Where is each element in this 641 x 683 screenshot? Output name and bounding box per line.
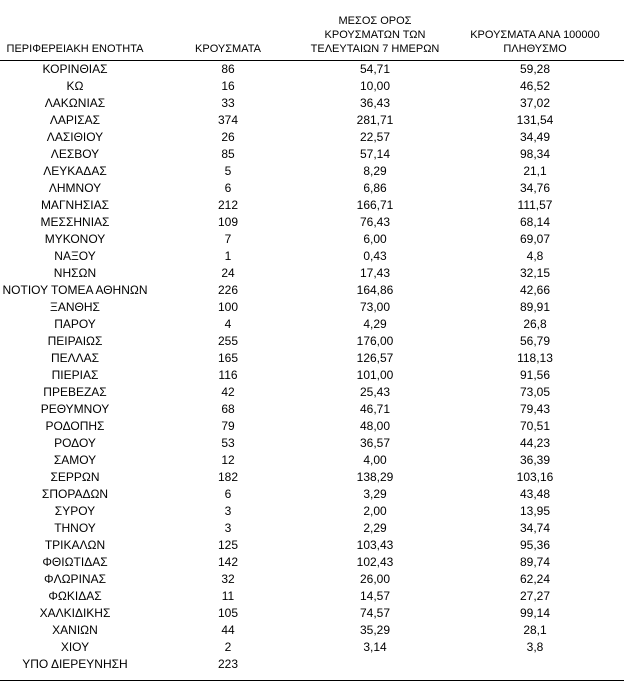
cell-region: ΛΑΚΩΝΙΑΣ (44, 96, 106, 110)
table-row (0, 299, 624, 316)
cell-region: ΦΩΚΙΔΑΣ (48, 589, 102, 603)
cell-cases: 42 (221, 385, 235, 399)
table-row (0, 469, 624, 486)
cell-avg-7-days: 4,29 (363, 317, 387, 331)
cell-cases: 53 (221, 436, 235, 450)
cell-per-100k: 21,1 (523, 164, 547, 178)
cell-per-100k: 111,57 (517, 198, 553, 212)
cell-region: ΣΑΜΟΥ (53, 453, 97, 467)
cell-avg-7-days: 6,86 (363, 181, 387, 195)
cell-per-100k: 59,28 (519, 62, 551, 76)
cell-avg-7-days: 103,43 (356, 538, 394, 552)
cell-avg-7-days: 101,00 (356, 368, 394, 382)
cell-avg-7-days: 74,57 (359, 606, 391, 620)
cell-region: ΦΘΙΩΤΙΔΑΣ (42, 555, 108, 569)
cell-avg-7-days: 176,00 (356, 334, 394, 348)
cell-per-100k: 69,07 (519, 232, 551, 246)
cell-cases: 4 (224, 317, 232, 331)
cell-avg-7-days: 26,00 (359, 572, 391, 586)
cell-cases: 3 (224, 504, 232, 518)
table-row (0, 180, 624, 197)
table-row (0, 146, 624, 163)
cell-avg-7-days: 281,71 (356, 113, 394, 127)
cell-avg-7-days: 36,43 (359, 96, 391, 110)
cell-avg-7-days: 2,29 (363, 521, 387, 535)
cell-cases: 6 (224, 181, 232, 195)
cell-avg-7-days: 138,29 (356, 470, 394, 484)
cell-cases: 6 (224, 487, 232, 501)
table-row (0, 486, 624, 503)
cell-cases: 16 (221, 79, 235, 93)
cell-cases: 32 (221, 572, 235, 586)
cell-region: ΜΑΓΝΗΣΙΑΣ (40, 198, 110, 212)
cell-per-100k: 27,27 (519, 589, 551, 603)
cell-region: ΛΕΥΚΑΔΑΣ (43, 164, 107, 178)
cell-cases: 3 (224, 521, 232, 535)
cell-avg-7-days: 10,00 (359, 79, 391, 93)
table-row (0, 248, 624, 265)
cell-avg-7-days: 73,00 (359, 300, 391, 314)
cell-avg-7-days: 57,14 (359, 147, 391, 161)
cell-cases: 85 (221, 147, 235, 161)
cell-cases: 105 (217, 606, 239, 620)
table-row (0, 571, 624, 588)
table-row (0, 163, 624, 180)
cell-avg-7-days: 46,71 (359, 402, 391, 416)
cell-cases: 165 (217, 351, 239, 365)
cell-per-100k: 34,49 (519, 130, 551, 144)
cell-per-100k: 4,8 (526, 249, 544, 263)
table-row (0, 656, 624, 673)
table-row (0, 588, 624, 605)
cell-per-100k: 34,76 (519, 181, 551, 195)
cell-per-100k: 89,91 (519, 300, 551, 314)
cell-region: ΧΑΝΙΩΝ (52, 623, 98, 637)
cell-cases: 79 (221, 419, 235, 433)
header-avg-line: ΜΕΣΟΣ ΟΡΟΣ (338, 15, 412, 27)
table-row (0, 78, 624, 95)
cell-cases: 255 (217, 334, 239, 348)
cell-per-100k: 73,05 (519, 385, 551, 399)
cell-per-100k: 26,8 (523, 317, 547, 331)
cell-avg-7-days: 166,71 (356, 198, 394, 212)
cell-cases: 142 (217, 555, 239, 569)
cell-region: ΝΗΣΩΝ (53, 266, 97, 280)
cell-cases: 226 (217, 283, 239, 297)
table-row (0, 639, 624, 656)
cell-region: ΠΙΕΡΙΑΣ (51, 368, 99, 382)
cell-per-100k: 103,16 (516, 470, 554, 484)
cell-per-100k: 37,02 (519, 96, 551, 110)
cell-per-100k: 62,24 (519, 572, 551, 586)
cell-per-100k: 89,74 (519, 555, 551, 569)
cell-region: ΦΛΩΡΙΝΑΣ (44, 572, 106, 586)
cell-region: ΛΑΣΙΘΙΟΥ (46, 130, 104, 144)
cell-region: ΣΠΟΡΑΔΩΝ (41, 487, 109, 501)
cell-per-100k: 44,23 (519, 436, 551, 450)
table-row (0, 537, 624, 554)
cell-cases: 125 (217, 538, 239, 552)
cell-per-100k: 91,56 (519, 368, 551, 382)
header-per-line: ΠΛΗΘΥΣΜΟ (503, 43, 567, 55)
cell-per-100k: 118,13 (517, 351, 553, 365)
cell-avg-7-days: 4,00 (363, 453, 387, 467)
cell-cases: 68 (221, 402, 235, 416)
cell-cases: 2 (224, 640, 232, 654)
cell-region: ΣΕΡΡΩΝ (50, 470, 100, 484)
cell-avg-7-days: 0,43 (363, 249, 387, 263)
cell-per-100k: 43,48 (519, 487, 551, 501)
cell-region: ΚΩ (66, 79, 84, 93)
cell-per-100k: 28,1 (523, 623, 547, 637)
table-row (0, 265, 624, 282)
cell-cases: 116 (218, 368, 238, 382)
table-row (0, 231, 624, 248)
cell-per-100k: 68,14 (519, 215, 551, 229)
cell-region: ΠΑΡΟΥ (54, 317, 96, 331)
cell-avg-7-days: 22,57 (359, 130, 391, 144)
cell-per-100k: 13,95 (519, 504, 551, 518)
table-body (0, 61, 624, 673)
header-cases: ΚΡΟΥΣΜΑΤΑ (195, 43, 261, 55)
header-region: ΠΕΡΙΦΕΡΕΙΑΚΗ ΕΝΟΤΗΤΑ (6, 43, 144, 55)
header-per-line: ΚΡΟΥΣΜΑΤΑ ΑΝΑ 100000 (470, 29, 600, 41)
cell-cases: 24 (221, 266, 235, 280)
cell-avg-7-days: 17,43 (359, 266, 391, 280)
header-avg-line: ΚΡΟΥΣΜΑΤΩΝ ΤΩΝ (324, 29, 426, 41)
cell-region: ΤΡΙΚΑΛΩΝ (44, 538, 106, 552)
table-row (0, 282, 624, 299)
cell-avg-7-days: 25,43 (359, 385, 391, 399)
cell-cases: 33 (221, 96, 235, 110)
cell-region: ΝΑΞΟΥ (54, 249, 96, 263)
table-row (0, 333, 624, 350)
cell-region: ΞΑΝΘΗΣ (50, 300, 100, 314)
cell-cases: 86 (221, 62, 235, 76)
cell-region: ΜΕΣΣΗΝΙΑΣ (40, 215, 110, 229)
table-row (0, 452, 624, 469)
table-row (0, 367, 624, 384)
cell-cases: 212 (217, 198, 239, 212)
cell-cases: 223 (217, 657, 239, 671)
cell-per-100k: 3,8 (526, 640, 544, 654)
table-row (0, 214, 624, 231)
table-row (0, 503, 624, 520)
cell-avg-7-days: 48,00 (359, 419, 391, 433)
cell-per-100k: 79,43 (519, 402, 551, 416)
cell-avg-7-days: 102,43 (356, 555, 394, 569)
cell-per-100k: 98,34 (519, 147, 551, 161)
cell-cases: 44 (221, 623, 235, 637)
cell-region: ΧΑΛΚΙΔΙΚΗΣ (39, 606, 111, 620)
table-row (0, 622, 624, 639)
cell-avg-7-days: 8,29 (363, 164, 387, 178)
cell-region: ΝΟΤΙΟΥ ΤΟΜΕΑ ΑΘΗΝΩΝ (2, 283, 148, 297)
table-row (0, 384, 624, 401)
cell-per-100k: 32,15 (519, 266, 551, 280)
table-row (0, 520, 624, 537)
table-row (0, 401, 624, 418)
table-row (0, 95, 624, 112)
cell-avg-7-days: 35,29 (359, 623, 391, 637)
cell-cases: 26 (221, 130, 235, 144)
cell-per-100k: 95,36 (519, 538, 551, 552)
cell-region: ΡΟΔΟΠΗΣ (45, 419, 105, 433)
cell-avg-7-days: 3,14 (363, 640, 387, 654)
cell-cases: 12 (221, 453, 235, 467)
cell-cases: 109 (217, 215, 239, 229)
cell-region: ΚΟΡΙΝΘΙΑΣ (42, 62, 108, 76)
cell-cases: 11 (221, 589, 235, 603)
cell-cases: 5 (224, 164, 232, 178)
table-row (0, 197, 624, 214)
cell-per-100k: 46,52 (519, 79, 551, 93)
cell-per-100k: 56,79 (519, 334, 551, 348)
cell-avg-7-days: 36,57 (359, 436, 391, 450)
cell-region: ΥΠΟ ΔΙΕΡΕΥΝΗΣΗ (22, 657, 128, 671)
table-row (0, 554, 624, 571)
cell-avg-7-days: 126,57 (356, 351, 394, 365)
cell-region: ΛΑΡΙΣΑΣ (49, 113, 101, 127)
header-avg-line: ΤΕΛΕΥΤΑΙΩΝ 7 ΗΜΕΡΩΝ (310, 43, 440, 55)
cell-region: ΤΗΝΟΥ (54, 521, 96, 535)
cell-cases: 100 (217, 300, 239, 314)
cell-region: ΡΕΘΥΜΝΟΥ (40, 402, 110, 416)
table-row (0, 112, 624, 129)
cell-avg-7-days: 76,43 (359, 215, 391, 229)
cell-avg-7-days: 164,86 (356, 283, 394, 297)
cell-avg-7-days: 14,57 (359, 589, 391, 603)
cell-cases: 7 (224, 232, 232, 246)
cell-region: ΠΡΕΒΕΖΑΣ (43, 385, 107, 399)
table-row (0, 435, 624, 452)
cell-region: ΧΙΟΥ (60, 640, 90, 654)
table-row (0, 316, 624, 333)
header-per-100k (450, 28, 620, 56)
cell-per-100k: 70,51 (519, 419, 551, 433)
cell-per-100k: 34,74 (519, 521, 551, 535)
cell-region: ΣΥΡΟΥ (54, 504, 96, 518)
cell-region: ΜΥΚΟΝΟΥ (44, 232, 106, 246)
cell-per-100k: 99,14 (519, 606, 551, 620)
cell-avg-7-days: 6,00 (363, 232, 387, 246)
cell-avg-7-days: 54,71 (359, 62, 391, 76)
cell-per-100k: 36,39 (519, 453, 551, 467)
cell-per-100k: 42,66 (519, 283, 551, 297)
cell-per-100k: 131,54 (516, 113, 554, 127)
table-row (0, 605, 624, 622)
cell-avg-7-days: 2,00 (363, 504, 387, 518)
cell-cases: 374 (217, 113, 239, 127)
table-row (0, 61, 624, 78)
header-avg-7-days (300, 14, 450, 56)
cell-region: ΠΕΛΛΑΣ (50, 351, 100, 365)
table-bottom-divider (0, 680, 624, 681)
cell-region: ΛΕΣΒΟΥ (50, 147, 100, 161)
table-row (0, 418, 624, 435)
table-row (0, 129, 624, 146)
table-row (0, 350, 624, 367)
cell-region: ΛΗΜΝΟΥ (48, 181, 102, 195)
cell-cases: 182 (217, 470, 239, 484)
cell-region: ΡΟΔΟΥ (54, 436, 96, 450)
cell-cases: 1 (224, 249, 232, 263)
cell-region: ΠΕΙΡΑΙΩΣ (47, 334, 103, 348)
cell-avg-7-days: 3,29 (363, 487, 387, 501)
